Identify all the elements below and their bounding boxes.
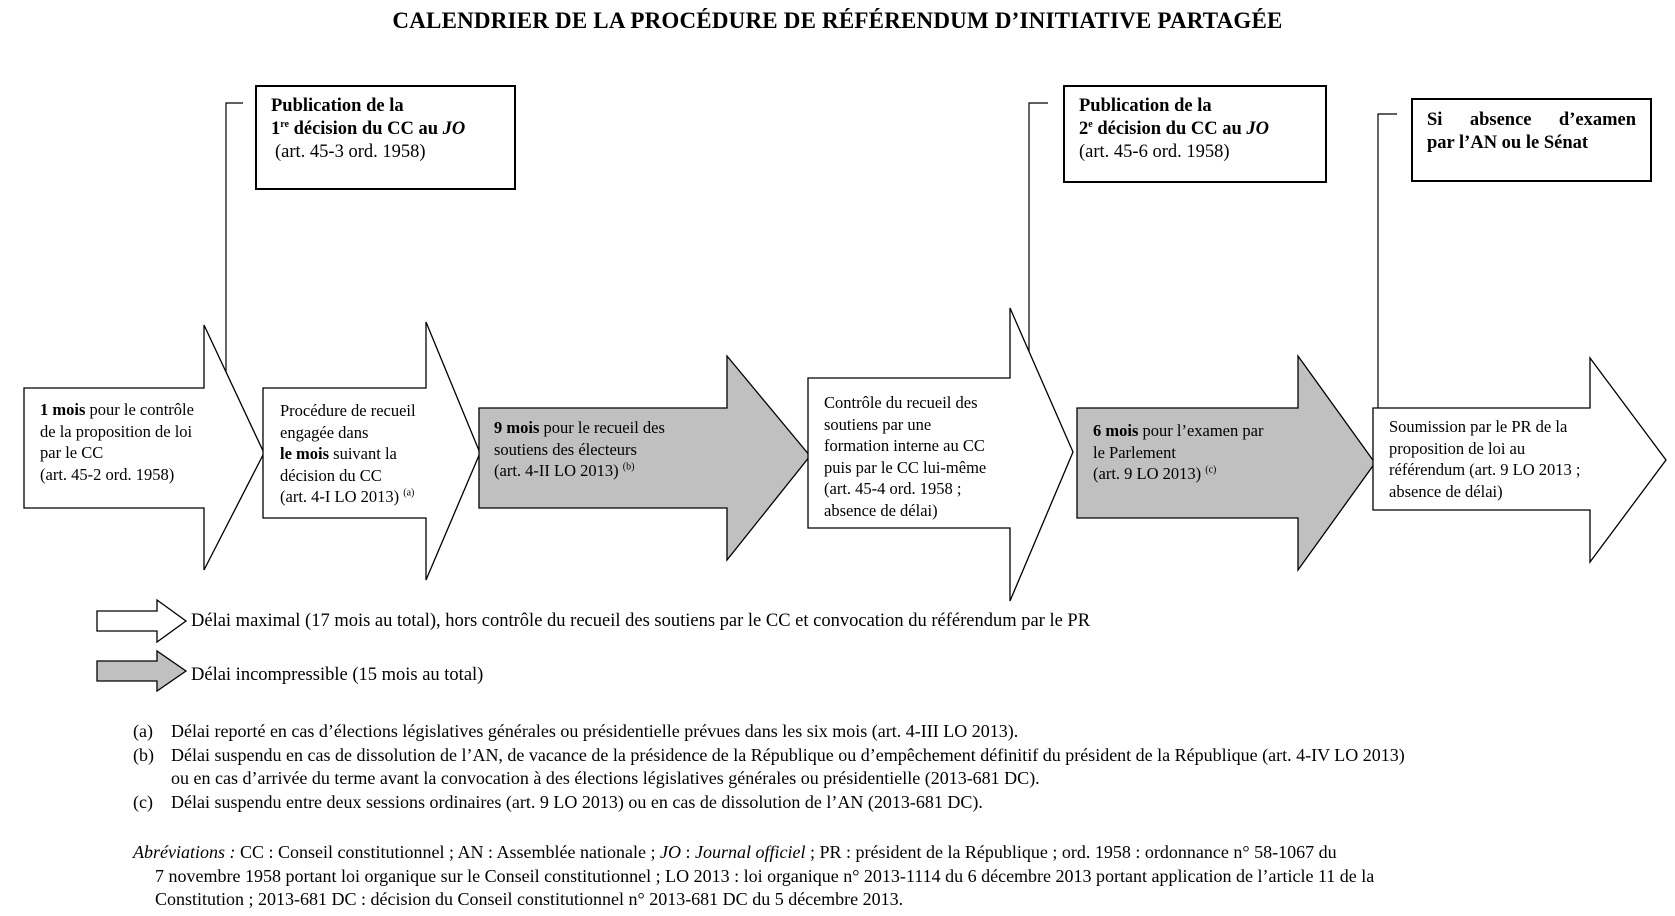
- abbrev-jo: JO: [659, 842, 681, 862]
- callout-3-word1: Si: [1427, 110, 1443, 130]
- footnote-b-text: Délai suspendu en cas de dissolution de l’AN, de vacance de la présidence de la République ou d’empêchement définitif du président de la République (art. 4-IV LO 2013): [171, 744, 1405, 765]
- footnote-c: [133, 791, 1613, 815]
- abbreviations: [133, 841, 1613, 912]
- step-1-bold: 1 mois: [40, 400, 86, 419]
- abbrev-p1: CC : Conseil constitutionnel ; AN : Assemblée nationale ;: [235, 842, 660, 862]
- legend-arrow-grey: [97, 651, 186, 691]
- footnote-a-marker: (a): [133, 721, 153, 741]
- step-1-l3: par le CC: [40, 443, 104, 462]
- step-1-l1: pour le contrôle: [85, 400, 194, 419]
- callout-1-sup: re: [280, 118, 289, 130]
- callout-3-word2: absence: [1469, 110, 1532, 130]
- footnote-b-text2: ou en cas d’arrivée du terme avant la convocation à des élections législatives générales ou présidentielle (2013-681 DC).: [171, 768, 1040, 788]
- callout-1-line3: (art. 45-3 ord. 1958): [275, 142, 426, 162]
- step-2-l2: engagée dans: [280, 422, 369, 442]
- legend-label-min: Délai incompressible (15 mois au total): [191, 665, 484, 685]
- callout-leader-3: [1378, 114, 1397, 415]
- abbrev-line3: Constitution ; 2013-681 DC : décision du Conseil constitutionnel n° 2013-681 DC du 5 décembre 2013.: [155, 889, 904, 909]
- footnote-b: [133, 744, 1613, 768]
- callout-leader-2: [1029, 103, 1048, 365]
- footnote-a-text: Délai reporté en cas d’élections législatives générales ou présidentielle prévues dans les six mois (art. 4-III LO 2013).: [171, 721, 1019, 741]
- footnote-c-text: Délai suspendu entre deux sessions ordinaires (art. 9 LO 2013) ou en cas de dissolution de l’AN (2013-681 DC).: [171, 791, 983, 812]
- legend-label-max: Délai maximal (17 mois au total), hors contrôle du recueil des soutiens par le CC et convocation du référendum par le PR: [191, 611, 1091, 631]
- step-4-l4: puis par le CC lui-même: [824, 457, 987, 477]
- step-6-l1: Soumission par le PR de la: [1389, 417, 1568, 436]
- step-5-note: (c): [1205, 464, 1217, 476]
- step-3-l3: (art. 4-II LO 2013): [494, 461, 619, 480]
- step-2-l4: décision du CC: [280, 465, 382, 485]
- step-2-l5: (art. 4-I LO 2013): [280, 487, 400, 506]
- abbrev-jo-full: Journal officiel: [694, 842, 806, 862]
- step-text-3: [494, 417, 734, 482]
- step-6-l2: proposition de loi au: [1389, 438, 1526, 458]
- step-text-4: [824, 392, 1024, 521]
- callout-box-no-examination: [1411, 98, 1652, 182]
- abbrev-p3: ; PR : président de la République ; ord. 1958 : ordonnance n° 58-1067 du: [805, 842, 1337, 862]
- footnote-c-marker: (c): [133, 791, 153, 812]
- step-2-note: (a): [403, 487, 415, 499]
- step-5-l2: le Parlement: [1093, 442, 1176, 462]
- step-1-l4: (art. 45-2 ord. 1958): [40, 464, 175, 484]
- abbrev-label: Abréviations :: [133, 842, 236, 862]
- step-4-l1: Contrôle du recueil des: [824, 393, 978, 412]
- step-2-l1: Procédure de recueil: [280, 401, 416, 420]
- callout-2-num: 2: [1079, 119, 1089, 139]
- step-2-l3: suivant la: [329, 444, 397, 463]
- step-3-l2: soutiens des électeurs: [494, 439, 637, 459]
- step-text-6: [1389, 416, 1619, 502]
- legend-arrow-white: [97, 600, 186, 642]
- footnote-b-marker: (b): [133, 744, 154, 765]
- step-text-2: [280, 400, 455, 508]
- step-4-l2: soutiens par une: [824, 414, 932, 434]
- page-title: CALENDRIER DE LA PROCÉDURE DE RÉFÉRENDUM D’INITIATIVE PARTAGÉE: [392, 8, 1283, 33]
- callout-1-line1: Publication de la: [271, 96, 404, 116]
- abbrev-line2: 7 novembre 1958 portant loi organique sur le Conseil constitutionnel ; LO 2013 : loi organique n° 2013-1114 du 6 décembre 2013 portant application de l’article 11 de la: [155, 865, 1375, 886]
- callout-2-rest: décision du CC au: [1092, 119, 1247, 139]
- callout-box-first-decision: [255, 85, 516, 190]
- step-2-bold: le mois: [280, 444, 330, 463]
- step-6-l4: absence de délai): [1389, 481, 1503, 501]
- callout-3-word3: d’examen: [1558, 110, 1636, 130]
- callout-2-sup: e: [1088, 118, 1093, 130]
- callout-leader-1: [226, 103, 243, 388]
- step-6-l3: référendum (art. 9 LO 2013 ;: [1389, 460, 1581, 479]
- footnote-b-continued: [133, 767, 1613, 791]
- step-1-l2: de la proposition de loi: [40, 421, 193, 441]
- step-3-bold: 9 mois: [494, 418, 540, 437]
- footnote-a: [133, 720, 1613, 744]
- step-5-bold: 6 mois: [1093, 421, 1139, 440]
- callout-1-jo: JO: [442, 119, 466, 139]
- callout-2-jo: JO: [1246, 119, 1270, 139]
- step-3-l1: pour le recueil des: [539, 418, 665, 437]
- step-text-5: [1093, 420, 1308, 485]
- step-4-l5: (art. 45-4 ord. 1958 ;: [824, 479, 962, 498]
- callout-3-line2: par l’AN ou le Sénat: [1427, 133, 1589, 153]
- callout-box-second-decision: [1063, 85, 1327, 183]
- step-text-1: [40, 399, 230, 485]
- callout-1-num: 1: [271, 119, 281, 139]
- step-5-l3: (art. 9 LO 2013): [1093, 464, 1202, 483]
- step-4-l6: absence de délai): [824, 500, 938, 520]
- callout-1-rest: décision du CC au: [288, 119, 443, 139]
- step-3-note: (b): [622, 461, 635, 473]
- step-5-l1: pour l’examen par: [1138, 421, 1264, 440]
- callout-2-line1: Publication de la: [1079, 96, 1212, 116]
- step-4-l3: formation interne au CC: [824, 436, 985, 455]
- callout-2-line3: (art. 45-6 ord. 1958): [1079, 142, 1230, 162]
- footnotes: [133, 720, 1613, 814]
- abbrev-p2: :: [680, 842, 695, 862]
